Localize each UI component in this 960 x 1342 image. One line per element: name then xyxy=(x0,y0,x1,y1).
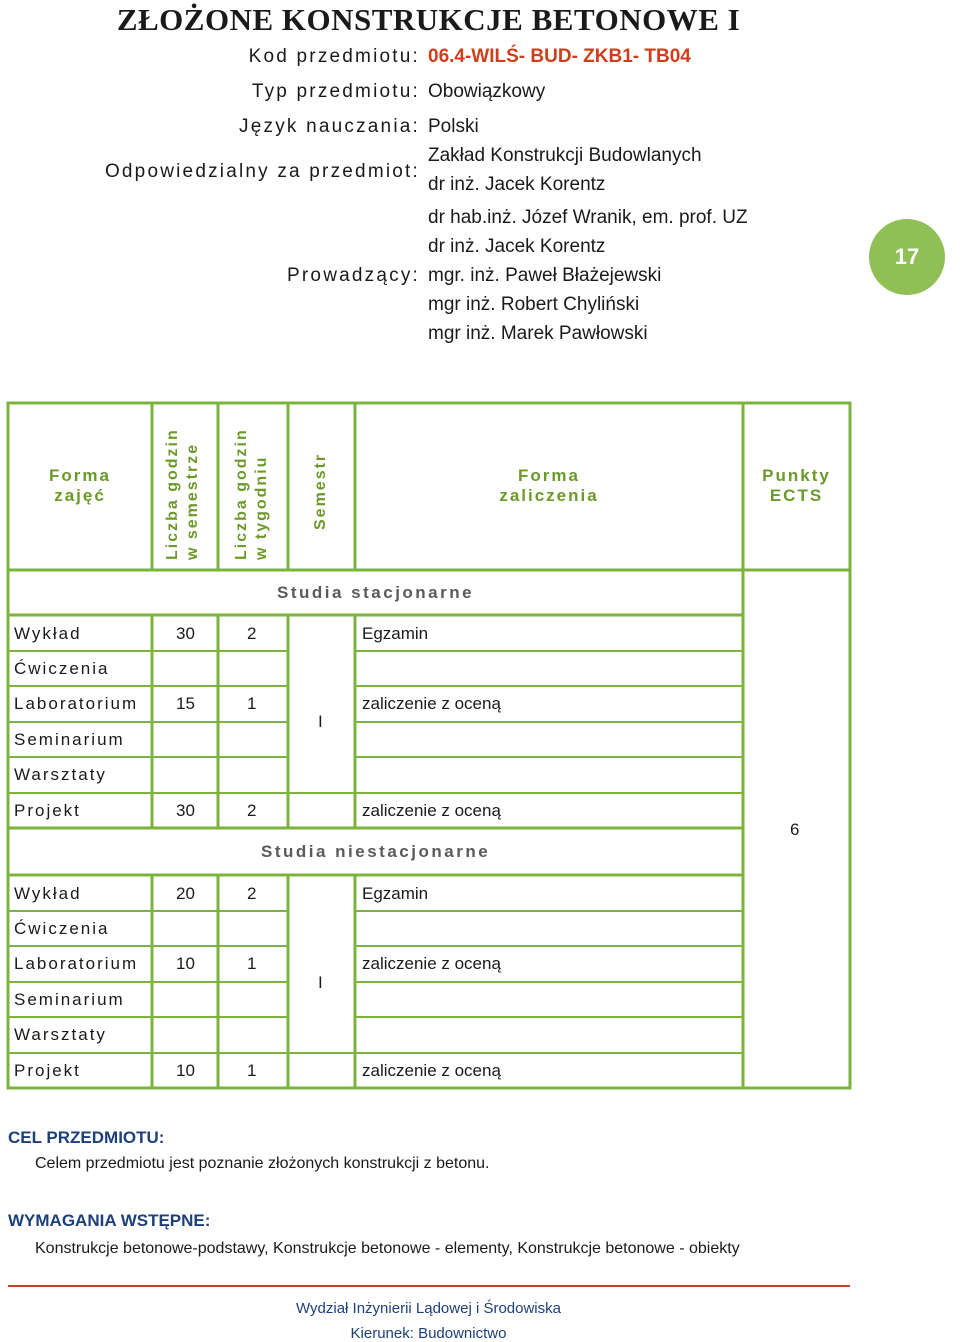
wymagania-text: Konstrukcje betonowe-podstawy, Konstrukcje betonowe - elementy, Konstrukcje betonowe - obiekty xyxy=(35,1240,740,1257)
header-ects xyxy=(743,466,850,506)
row-forma: Warsztaty xyxy=(14,765,107,784)
row-forma: Wykład xyxy=(14,624,82,643)
row-forma: Seminarium xyxy=(14,990,125,1009)
footer-faculty: Wydział Inżynierii Lądowej i Środowiska xyxy=(296,1300,561,1317)
row-godz-sem: 30 xyxy=(176,801,195,820)
cel-heading: CEL PRZEDMIOTU: xyxy=(8,1128,165,1147)
row-forma: Ćwiczenia xyxy=(14,919,110,938)
odpowiedzialny-line: Zakład Konstrukcji Budowlanych xyxy=(428,145,702,166)
prowadzacy-label: Prowadzący: xyxy=(287,265,420,286)
row-forma: Warsztaty xyxy=(14,1025,107,1044)
row-godz-sem: 10 xyxy=(176,1061,195,1080)
semestr-value: I xyxy=(318,973,323,992)
header-text: Forma xyxy=(518,466,580,485)
kod-value: 06.4-WILŚ- BUD- ZKB1- TB04 xyxy=(428,46,691,67)
page-title: ZŁOŻONE KONSTRUKCJE BETONOWE I xyxy=(116,2,741,37)
row-forma: Laboratorium xyxy=(14,694,139,713)
row-godz-tyg: 1 xyxy=(247,954,257,973)
prowadzacy-line: dr inż. Jacek Korentz xyxy=(428,236,606,257)
header-text: ECTS xyxy=(769,486,824,505)
page-number-badge: 17 xyxy=(869,219,945,295)
row-zaliczenie: zaliczenie z oceną xyxy=(362,954,501,973)
row-godz-tyg: 1 xyxy=(247,1061,257,1080)
row-godz-tyg: 1 xyxy=(247,694,257,713)
header-text: Liczba godzin xyxy=(164,428,181,560)
header-forma-zaliczenia xyxy=(355,466,743,506)
row-godz-sem: 10 xyxy=(176,954,195,973)
wymagania-heading: WYMAGANIA WSTĘPNE: xyxy=(8,1211,211,1230)
row-forma: Wykład xyxy=(14,884,82,903)
row-godz-tyg: 2 xyxy=(247,801,257,820)
jezyk-value: Polski xyxy=(428,116,479,137)
header-text: zajęć xyxy=(54,486,106,505)
header-godziny-tydzien xyxy=(232,415,272,560)
typ-value: Obowiązkowy xyxy=(428,81,546,102)
odpowiedzialny-label: Odpowiedzialny za przedmiot: xyxy=(104,161,420,182)
row-forma: Seminarium xyxy=(14,730,125,749)
semestr-value: I xyxy=(318,712,323,731)
header-text: Liczba godzin xyxy=(233,428,250,560)
kod-label: Kod przedmiotu: xyxy=(248,46,420,67)
row-forma: Ćwiczenia xyxy=(14,659,110,678)
cel-text: Celem przedmiotu jest poznanie złożonych konstrukcji z betonu. xyxy=(35,1155,490,1172)
header-text: Forma xyxy=(49,466,111,485)
header-text: zaliczenia xyxy=(499,486,599,505)
section-label-niestacjonarne: Studia niestacjonarne xyxy=(261,842,491,861)
header-semestr: Semestr xyxy=(312,452,329,530)
prowadzacy-line: mgr inż. Robert Chyliński xyxy=(428,294,640,315)
prowadzacy-line: dr hab.inż. Józef Wranik, em. prof. UZ xyxy=(428,207,748,228)
info-block xyxy=(0,0,960,360)
row-zaliczenie: Egzamin xyxy=(362,884,429,903)
footer-program: Kierunek: Budownictwo xyxy=(350,1325,507,1342)
row-godz-tyg: 2 xyxy=(247,624,257,643)
row-forma: Projekt xyxy=(14,1061,81,1080)
row-forma: Projekt xyxy=(14,801,81,820)
row-godz-tyg: 2 xyxy=(247,884,257,903)
typ-label: Typ przedmiotu: xyxy=(251,81,420,102)
header-forma-zajec xyxy=(8,466,152,506)
section-label-stacjonarne: Studia stacjonarne xyxy=(277,583,475,602)
row-zaliczenie: zaliczenie z oceną xyxy=(362,1061,501,1080)
row-forma: Laboratorium xyxy=(14,954,139,973)
jezyk-label: Język nauczania: xyxy=(239,116,420,137)
prowadzacy-line: mgr. inż. Paweł Błażejewski xyxy=(428,265,662,286)
row-zaliczenie: zaliczenie z oceną xyxy=(362,801,501,820)
ects-value: 6 xyxy=(790,820,800,839)
row-zaliczenie: Egzamin xyxy=(362,624,429,643)
odpowiedzialny-line: dr inż. Jacek Korentz xyxy=(428,174,606,195)
header-text: w semestrze xyxy=(184,442,201,560)
row-zaliczenie: zaliczenie z oceną xyxy=(362,694,501,713)
header-godziny-semestr xyxy=(163,415,203,560)
row-godz-sem: 20 xyxy=(176,884,195,903)
prowadzacy-line: mgr inż. Marek Pawłowski xyxy=(428,323,648,344)
header-text: Punkty xyxy=(762,466,831,485)
row-godz-sem: 15 xyxy=(176,694,195,713)
header-text: w tygodniu xyxy=(253,455,270,560)
row-godz-sem: 30 xyxy=(176,624,195,643)
